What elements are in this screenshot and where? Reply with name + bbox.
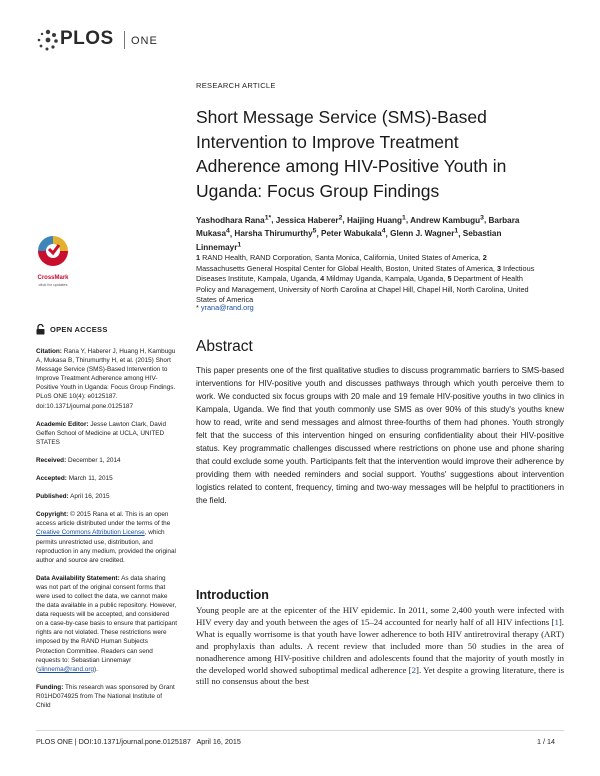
author[interactable]: Yashodhara Rana$^{1*}$ (196, 214, 272, 225)
author[interactable]: Haijing Huang$^1$ (346, 214, 406, 225)
author[interactable]: Sebastian Linnemayr$^1$ (196, 229, 502, 253)
crossmark-icon (36, 234, 70, 270)
logo-divider (124, 31, 125, 49)
data-availability: Data Availability Statement: As data sharing was not part of the original consent forms that were used to collect the data, we cannot make the data available in a public repository. However, data requests will be accepted, and considered on a case-by-case basis to ensure that participant rights are not violated. These restrictions were imposed by the RAND Human Subjects Protection Committee. Readers can send requests to: Sebastian Linnemayr (slinnema@rand.org). (36, 574, 178, 673)
academic-editor: Academic Editor: Jesse Lawton Clark, David Geffen School of Medicine at UCLA, UNITED STATES (36, 420, 166, 446)
article-type: RESEARCH ARTICLE (196, 81, 276, 90)
abstract-heading: Abstract (196, 338, 253, 355)
author[interactable]: Harsha Thirumurthy$^5$ (234, 227, 317, 239)
introduction-text: Young people are at the epicenter of the HIV epidemic. In 2011, some 2,400 youth were infected with HIV every day and youth between the ages of 15–24 accounted for nearly half of all HIV infections [1]. What is equally worrisome is that youth have lower adherence to both HIV antiretroviral therapy (ART) and prophylaxis than adults. A recent review that included more than 50 studies in the area of nonadherence among HIV-positive children and adolescents found that the majority of youth mostly in the developed world showed suboptimal medical adherence [2]. Yet despite a growing literature, there is still no consensus about the best (196, 605, 564, 687)
funding: Funding: This research was sponsored by Grant R01HD074925 from The National Institute of Child (36, 683, 175, 709)
article-info-sidebar (36, 324, 178, 719)
author-list: Yashodhara Rana$^{1*}$, Jessica Haberer$^2$, Haijing Huang$^1$, Andrew Kambugu$^3$, Barbara Mukasa$^4$, Harsha Thirumurthy$^5$, Peter Wabukala$^4$, Glenn J. Wagner$^1$, Sebastian Linnemayr$^1$ (196, 214, 520, 253)
crossmark-sublabel: click for updates (38, 282, 68, 287)
plos-one-logo[interactable] (36, 26, 156, 54)
author[interactable]: Glenn J. Wagner$^1$ (390, 227, 459, 239)
introduction-heading: Introduction (196, 588, 269, 602)
received-date: Received: December 1, 2014 (36, 456, 121, 464)
crossmark-badge[interactable] (36, 234, 70, 287)
data-request-email-link[interactable]: slinnema@rand.org (38, 665, 95, 673)
citation: Citation: Rana Y, Haberer J, Huang H, Kambugu A, Mukasa B, Thirumurthy H, et al. (2015) Short Message Service (SMS)-Based Intervention to Improve Treatment Adherence among HIV-Positive Youth in Uganda: Focus Group Findings. PLoS ONE 10(4): e0125187. doi:10.1371/journal.pone.0125187 (36, 348, 176, 410)
page-number: 1 / 14 (537, 737, 555, 746)
footer-citation: PLOS ONE | DOI:10.1371/journal.pone.0125187 April 16, 2015 (36, 737, 241, 746)
published-date: Published: April 16, 2015 (36, 493, 110, 501)
email-link[interactable]: yrana@rand.org (200, 303, 254, 312)
abstract-text: This paper presents one of the first qualitative studies to discuss programmatic barriers to SMS-based interventions for HIV-positive youth and discusses pathways through which youth perceive them to work. We conducted six focus groups with 20 male and 19 female HIV-positive youths in two clinics in Kampala, Uganda. We find that youth commonly use SMS as over 90% of this study's youths knew how to read, write and send messages and almost three-fourths of them had phones. Youth strongly felt that the success of this intervention hinged on ensuring confidentiality about their HIV-positive status. Key programmatic challenges discussed where restrictions on phone use and phone sharing that could exclude some youth. Participants felt that the intervention would improve their adherence by providing them with needed reminders and social support. Youths' suggestions about intervention logistics related to content, frequency, timing and two-way messages will be helpful to practitioners in the field. (196, 366, 564, 505)
author[interactable]: Peter Wabukala$^4$ (321, 227, 386, 239)
article-title: Short Message Service (SMS)-Based Intervention to Improve Treatment Adherence among HIV-Positive Youth in Uganda: Focus Group Findings (196, 107, 507, 201)
author[interactable]: Andrew Kambugu$^3$ (410, 214, 484, 225)
affiliations: 1 RAND Health, RAND Corporation, Santa Monica, California, United States of America, 2 Massachusetts General Hospital Center for Global Health, Boston, United States of America, 3 Infectious Diseases Institute, Kampala, Uganda, 4 Mildmay Uganda, Kampala, Uganda, 5 Department of Health Policy and Management, University of North Carolina at Chapel Hill, Chapel Hill, North Carolina, United States of America (196, 253, 535, 304)
reference-link[interactable]: 2 (411, 664, 417, 675)
crossmark-label: CrossMark (37, 275, 69, 281)
open-lock-icon (36, 324, 45, 335)
plos-dots-icon (36, 28, 60, 52)
corresponding-email: * yrana@rand.org (196, 303, 254, 312)
license-link[interactable]: Creative Commons Attribution License (36, 529, 145, 537)
accepted-date: Accepted: March 11, 2015 (36, 475, 113, 483)
copyright: Copyright: © 2015 Rana et al. This is an open access article distributed under the terms of the Creative Commons Attribution License, which permits unrestricted use, distribution, and reproduction in any medium, provided the original author and source are credited. (36, 511, 176, 564)
open-access-badge: OPEN ACCESS (36, 324, 178, 335)
journal-name: ONE (131, 35, 158, 47)
reference-link[interactable]: 1 (554, 616, 559, 627)
author[interactable]: Jessica Haberer$^2$ (275, 214, 343, 225)
footer-divider (36, 730, 564, 731)
author[interactable]: Barbara Mukasa$^4$ (196, 215, 520, 239)
logo-text: PLOS (60, 28, 114, 49)
